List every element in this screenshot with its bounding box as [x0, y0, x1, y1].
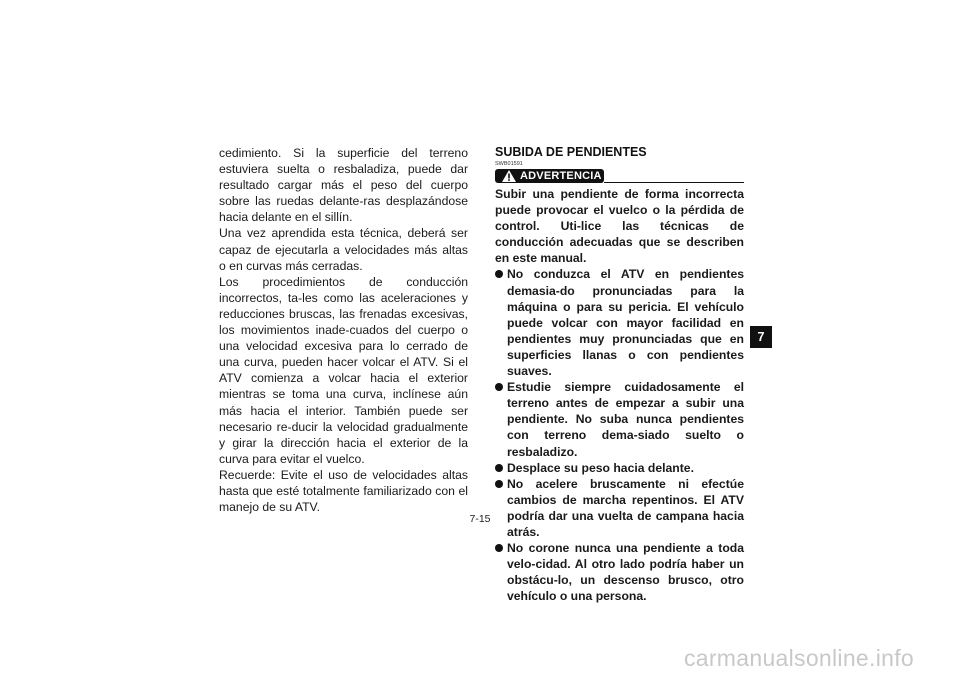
bullet-icon — [495, 480, 503, 488]
right-column — [495, 145, 744, 604]
bullet-icon — [495, 383, 503, 391]
chapter-tab: 7 — [750, 326, 772, 348]
warning-intro: Subir una pendiente de forma incorrecta puede provocar el vuelco o la pérdida de control. Uti-lice las técnicas de conducción adecuadas que se describen en este manual. — [495, 187, 744, 266]
warning-badge — [495, 169, 604, 183]
page-number: 7-15 — [469, 513, 491, 525]
warning-header — [495, 169, 744, 186]
warning-label: ADVERTENCIA — [520, 170, 602, 182]
bullet-icon — [495, 270, 503, 278]
left-column-text — [219, 145, 468, 515]
paragraph: Los procedimientos de conducción incorrectos, ta-les como las aceleraciones y reducciones bruscas, las frenadas excesivas, los movimientos inade-cuados del cuerpo o una velocidad excesiva para lo cerrado de una curva, pueden hacer volcar el ATV. Si el ATV comienza a volcar hacia el exterior mientras se toma una curva, inclínese aún más hacia el interior. También puede ser necesario re-ducir la velocidad gradualmente y girar la dirección hacia el exterior de la curva para evitar el vuelco. — [219, 274, 468, 466]
watermark: carmanualsonline.info — [683, 645, 914, 671]
paragraph: Una vez aprendida esta técnica, deberá ser capaz de ejecutarla a velocidades más altas o en curvas más cerradas. — [219, 226, 468, 273]
warning-triangle-icon — [501, 169, 517, 183]
list-item: Estudie siempre cuidadosamente el terreno antes de empezar a subir una pendiente. No suba nunca pendientes con terreno dema-siado suelto o resbaladizo. — [495, 379, 744, 459]
section-title: SUBIDA DE PENDIENTES — [495, 145, 647, 159]
bullet-icon — [495, 544, 503, 552]
reference-code: SWB01591 — [495, 161, 523, 167]
list-item: No conduzca el ATV en pendientes demasia-do pronunciadas para la máquina o para su pericia. El vehículo puede volcar con mayor facilidad en pendientes muy pronunciadas que en superficies llanas o con pendientes suaves. — [495, 266, 744, 379]
list-item: No acelere bruscamente ni efectúe cambios de marcha repentinos. El ATV podría dar una vuelta de campana hacia atrás. — [495, 476, 744, 540]
list-item: No corone nunca una pendiente a toda velo-cidad. Al otro lado podría haber un obstácu-lo, un descenso brusco, otro vehículo o una persona. — [495, 540, 744, 604]
bullet-icon — [495, 464, 503, 472]
paragraph: cedimiento. Si la superficie del terreno estuviera suelta o resbaladiza, puede dar resultado cargar más el peso del cuerpo sobre las ruedas delante-ras desplazándose hacia delante en el sillín. — [219, 146, 468, 225]
divider — [604, 182, 744, 183]
list-item: Desplace su peso hacia delante. — [495, 460, 744, 476]
bullet-list — [495, 266, 744, 604]
paragraph: Recuerde: Evite el uso de velocidades altas hasta que esté totalmente familiarizado con el manejo de su ATV. — [219, 467, 468, 515]
